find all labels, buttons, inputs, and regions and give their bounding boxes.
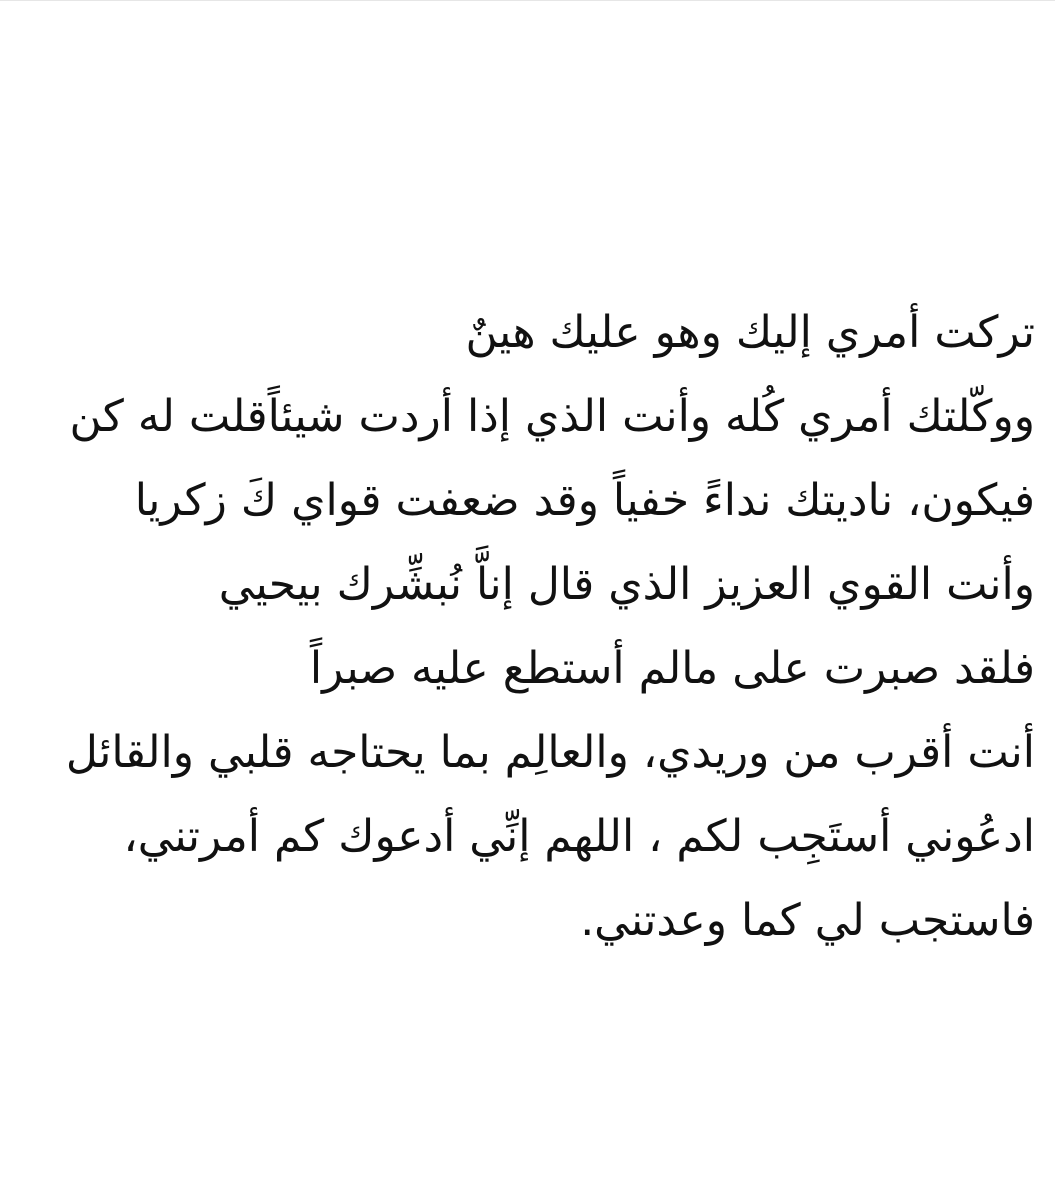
- text-line-6: أنت أقرب من وريدي، والعالِم بما يحتاجه قلبي والقائل: [65, 727, 1035, 778]
- poem-text: [65, 291, 1035, 963]
- text-line-4: وأنت القوي العزيز الذي قال إناَّ نُبشِّرك بيحيي: [218, 559, 1035, 610]
- text-line-1: تركت أمري إليك وهو عليك هينٌ: [465, 307, 1035, 358]
- text-line-2: ووكّلتك أمري كُله وأنت الذي إذا أردت شيئاًقلت له كن: [69, 391, 1035, 442]
- text-line-3: فيكون، ناديتك نداءً خفياً وقد ضعفت قواي كَ زكريا: [134, 475, 1035, 526]
- text-line-5: فلقد صبرت على مالم أستطع عليه صبراً: [309, 643, 1035, 694]
- text-line-8: فاستجب لي كما وعدتني.: [580, 895, 1035, 946]
- text-line-7: ادعُوني أستَجِب لكم ، اللهم إنِّي أدعوك كم أمرتني،: [123, 811, 1035, 862]
